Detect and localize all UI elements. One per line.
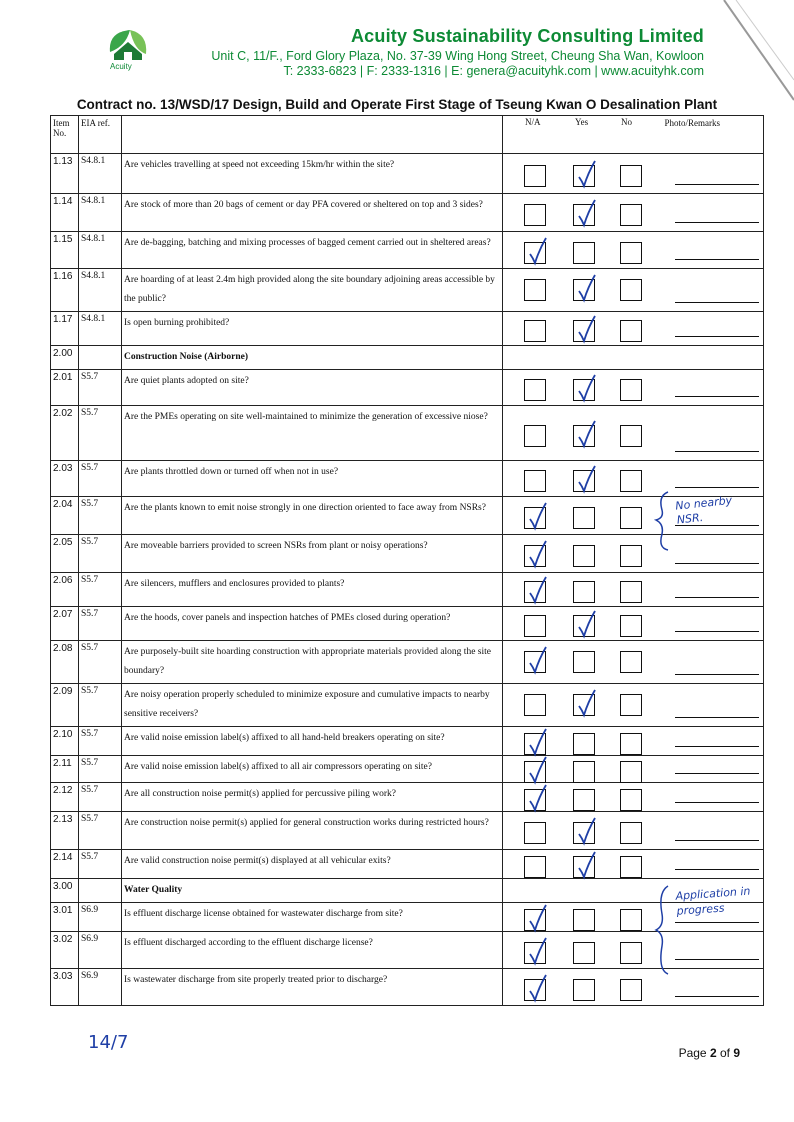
answer-boxes xyxy=(503,232,663,269)
page-fold-corner xyxy=(704,0,794,110)
checkbox-na[interactable] xyxy=(524,789,546,811)
item-number: 2.02 xyxy=(51,406,79,461)
question-text: Are noisy operation properly scheduled to minimize exposure and cumulative impacts to nearby sensitive receivers? xyxy=(122,684,503,727)
eia-ref: S6.9 xyxy=(79,932,122,969)
item-number: 1.16 xyxy=(51,269,79,312)
logo-text: Acuity xyxy=(110,62,132,71)
remark-line[interactable] xyxy=(675,451,760,452)
check-mark-icon xyxy=(577,688,597,718)
checkbox-yes[interactable] xyxy=(573,470,595,492)
check-mark-icon xyxy=(577,273,597,303)
handwritten-brace-water xyxy=(654,884,674,976)
header-answers xyxy=(503,116,663,154)
checkbox-no[interactable] xyxy=(620,942,642,964)
check-mark-icon xyxy=(577,373,597,403)
checkbox-yes[interactable] xyxy=(573,581,595,603)
checkbox-na[interactable] xyxy=(524,507,546,529)
eia-ref: S5.7 xyxy=(79,607,122,641)
table-row xyxy=(51,346,764,370)
header-item: Item No. xyxy=(51,116,79,154)
checkbox-na[interactable] xyxy=(524,822,546,844)
answer-boxes xyxy=(503,461,663,497)
table-row xyxy=(51,812,764,850)
remark-line[interactable] xyxy=(675,631,760,632)
checkbox-na[interactable] xyxy=(524,856,546,878)
company-address: Unit C, 11/F., Ford Glory Plaza, No. 37-39 Wing Hong Street, Cheung Sha Wan, Kowloon xyxy=(211,49,704,63)
table-row xyxy=(51,727,764,756)
checkbox-yes[interactable] xyxy=(573,425,595,447)
table-row xyxy=(51,850,764,879)
checkbox-no[interactable] xyxy=(620,694,642,716)
item-number: 2.07 xyxy=(51,607,79,641)
question-text: Are construction noise permit(s) applied for general construction works during restricted hours? xyxy=(122,812,503,850)
table-row xyxy=(51,641,764,684)
remark-cell xyxy=(663,641,764,684)
checkbox-na[interactable] xyxy=(524,979,546,1001)
question-text: Are valid construction noise permit(s) displayed at all vehicular exits? xyxy=(122,850,503,879)
checkbox-no[interactable] xyxy=(620,761,642,783)
table-row xyxy=(51,154,764,194)
remark-line[interactable] xyxy=(675,563,760,564)
question-text: Are purposely-built site hoarding construction with appropriate materials provided along the site boundary? xyxy=(122,641,503,684)
checkbox-no[interactable] xyxy=(620,320,642,342)
answer-boxes xyxy=(503,932,663,969)
remark-line[interactable] xyxy=(675,959,760,960)
remark-cell xyxy=(663,154,764,194)
check-mark-icon xyxy=(577,419,597,449)
check-mark-icon xyxy=(528,727,548,757)
remark-cell xyxy=(663,783,764,812)
checkbox-yes[interactable] xyxy=(573,279,595,301)
eia-ref: S6.9 xyxy=(79,969,122,1006)
remark-cell xyxy=(663,969,764,1006)
handwritten-remark-water: Application in progress xyxy=(675,884,751,918)
answer-boxes xyxy=(503,684,663,727)
checkbox-na[interactable] xyxy=(524,470,546,492)
item-number: 2.12 xyxy=(51,783,79,812)
checkbox-yes[interactable] xyxy=(573,856,595,878)
remark-line[interactable] xyxy=(675,184,760,185)
checkbox-no[interactable] xyxy=(620,733,642,755)
checkbox-na[interactable] xyxy=(524,242,546,264)
answer-boxes xyxy=(503,903,663,932)
remark-cell xyxy=(663,232,764,269)
company-contact: T: 2333-6823 | F: 2333-1316 | E: genera@acuityhk.com | www.acuityhk.com xyxy=(283,64,704,78)
header-yes: Yes xyxy=(575,117,589,127)
table-row xyxy=(51,783,764,812)
eia-ref: S5.7 xyxy=(79,573,122,607)
checkbox-yes[interactable] xyxy=(573,545,595,567)
check-mark-icon xyxy=(528,973,548,1003)
question-text: Are plants throttled down or turned off when not in use? xyxy=(122,461,503,497)
question-text: Are stock of more than 20 bags of cement or day PFA covered or sheltered on top and 3 sides? xyxy=(122,194,503,232)
checkbox-na[interactable] xyxy=(524,942,546,964)
answer-boxes xyxy=(503,879,663,903)
checkbox-na[interactable] xyxy=(524,581,546,603)
remark-line[interactable] xyxy=(675,773,760,774)
eia-ref: S5.7 xyxy=(79,783,122,812)
question-text: Are vehicles travelling at speed not exceeding 15km/hr within the site? xyxy=(122,154,503,194)
item-number: 3.03 xyxy=(51,969,79,1006)
check-mark-icon xyxy=(528,755,548,785)
question-text: Are hoarding of at least 2.4m high provided along the site boundary adjoining areas accessible by the public? xyxy=(122,269,503,312)
remark-cell xyxy=(663,727,764,756)
remark-line[interactable] xyxy=(675,487,760,488)
checkbox-na[interactable] xyxy=(524,651,546,673)
checkbox-na[interactable] xyxy=(524,909,546,931)
answer-boxes xyxy=(503,969,663,1006)
item-number: 3.00 xyxy=(51,879,79,903)
check-mark-icon xyxy=(577,159,597,189)
handwritten-brace-noise xyxy=(654,490,674,552)
answer-boxes xyxy=(503,154,663,194)
question-text: Are the PMEs operating on site well-maintained to minimize the generation of excessive niose? xyxy=(122,406,503,461)
remark-line[interactable] xyxy=(675,222,760,223)
eia-ref: S4.8.1 xyxy=(79,269,122,312)
leaf-house-icon xyxy=(96,24,160,84)
section-heading: Construction Noise (Airborne) xyxy=(122,346,503,370)
remark-cell xyxy=(663,573,764,607)
check-mark-icon xyxy=(528,236,548,266)
eia-ref: S5.7 xyxy=(79,497,122,535)
checklist-table xyxy=(50,115,764,1006)
item-number: 2.11 xyxy=(51,756,79,783)
checkbox-no[interactable] xyxy=(620,379,642,401)
remark-line[interactable] xyxy=(675,396,760,397)
eia-ref: S5.7 xyxy=(79,850,122,879)
answer-boxes xyxy=(503,756,663,783)
header-row xyxy=(51,116,764,154)
remark-line[interactable] xyxy=(675,746,760,747)
check-mark-icon xyxy=(577,850,597,880)
checkbox-na[interactable] xyxy=(524,320,546,342)
eia-ref: S5.7 xyxy=(79,461,122,497)
table-row xyxy=(51,607,764,641)
checkbox-na[interactable] xyxy=(524,425,546,447)
checkbox-no[interactable] xyxy=(620,204,642,226)
remark-cell xyxy=(663,607,764,641)
item-number: 1.15 xyxy=(51,232,79,269)
checkbox-no[interactable] xyxy=(620,651,642,673)
remark-cell xyxy=(663,812,764,850)
eia-ref: S5.7 xyxy=(79,756,122,783)
check-mark-icon xyxy=(577,609,597,639)
answer-boxes xyxy=(503,850,663,879)
table-row xyxy=(51,573,764,607)
question-text: Is wastewater discharge from site properly treated prior to discharge? xyxy=(122,969,503,1006)
item-number: 2.03 xyxy=(51,461,79,497)
remark-cell xyxy=(663,461,764,497)
check-mark-icon xyxy=(577,198,597,228)
eia-ref xyxy=(79,879,122,903)
checkbox-no[interactable] xyxy=(620,909,642,931)
remark-cell xyxy=(663,932,764,969)
header-eia: EIA ref. xyxy=(79,116,122,154)
checkbox-na[interactable] xyxy=(524,761,546,783)
check-mark-icon xyxy=(528,575,548,605)
item-number: 2.04 xyxy=(51,497,79,535)
handwritten-remark-noise: No nearby NSR. xyxy=(674,493,733,527)
answer-boxes xyxy=(503,497,663,535)
eia-ref: S4.8.1 xyxy=(79,312,122,346)
item-number: 2.06 xyxy=(51,573,79,607)
header-remarks: Photo/Remarks xyxy=(663,116,764,154)
checkbox-yes[interactable] xyxy=(573,204,595,226)
item-number: 3.01 xyxy=(51,903,79,932)
question-text: Is open burning prohibited? xyxy=(122,312,503,346)
check-mark-icon xyxy=(528,783,548,813)
header-no: No xyxy=(621,117,632,127)
checkbox-na[interactable] xyxy=(524,204,546,226)
answer-boxes xyxy=(503,573,663,607)
answer-boxes xyxy=(503,406,663,461)
checkbox-no[interactable] xyxy=(620,615,642,637)
checkbox-yes[interactable] xyxy=(573,165,595,187)
remark-cell xyxy=(663,406,764,461)
remark-line[interactable] xyxy=(675,674,760,675)
eia-ref: S5.7 xyxy=(79,684,122,727)
remark-line[interactable] xyxy=(675,802,760,803)
checkbox-na[interactable] xyxy=(524,279,546,301)
checkbox-yes[interactable] xyxy=(573,242,595,264)
item-number: 2.00 xyxy=(51,346,79,370)
item-number: 2.05 xyxy=(51,535,79,573)
eia-ref: S5.7 xyxy=(79,727,122,756)
item-number: 2.08 xyxy=(51,641,79,684)
question-text: Is effluent discharge license obtained for wastewater discharge from site? xyxy=(122,903,503,932)
check-mark-icon xyxy=(577,816,597,846)
item-number: 2.09 xyxy=(51,684,79,727)
checkbox-na[interactable] xyxy=(524,379,546,401)
remark-cell xyxy=(663,684,764,727)
check-mark-icon xyxy=(528,539,548,569)
eia-ref: S5.7 xyxy=(79,406,122,461)
question-text: Are de-bagging, batching and mixing processes of bagged cement carried out in sheltered areas? xyxy=(122,232,503,269)
eia-ref: S4.8.1 xyxy=(79,154,122,194)
question-text: Are valid noise emission label(s) affixed to all hand-held breakers operating on site? xyxy=(122,727,503,756)
checkbox-yes[interactable] xyxy=(573,909,595,931)
checkbox-yes[interactable] xyxy=(573,942,595,964)
table-row xyxy=(51,232,764,269)
remark-cell xyxy=(663,370,764,406)
eia-ref: S4.8.1 xyxy=(79,232,122,269)
checkbox-yes[interactable] xyxy=(573,615,595,637)
question-text: Are moveable barriers provided to screen NSRs from plant or noisy operations? xyxy=(122,535,503,573)
check-mark-icon xyxy=(577,314,597,344)
remark-cell xyxy=(663,535,764,573)
check-mark-icon xyxy=(528,903,548,933)
answer-boxes xyxy=(503,812,663,850)
checkbox-na[interactable] xyxy=(524,694,546,716)
check-mark-icon xyxy=(528,936,548,966)
item-number: 2.13 xyxy=(51,812,79,850)
checkbox-no[interactable] xyxy=(620,789,642,811)
table-row xyxy=(51,370,764,406)
answer-boxes xyxy=(503,535,663,573)
item-number: 2.10 xyxy=(51,727,79,756)
eia-ref: S5.7 xyxy=(79,535,122,573)
eia-ref: S5.7 xyxy=(79,370,122,406)
handwritten-page-note: 14/7 xyxy=(88,1032,129,1053)
remark-line[interactable] xyxy=(675,869,760,870)
remark-line[interactable] xyxy=(675,597,760,598)
answer-boxes xyxy=(503,607,663,641)
checkbox-no[interactable] xyxy=(620,507,642,529)
company-logo xyxy=(96,24,160,84)
item-number: 1.14 xyxy=(51,194,79,232)
answer-boxes xyxy=(503,783,663,812)
item-number: 1.13 xyxy=(51,154,79,194)
remark-line[interactable] xyxy=(675,996,760,997)
checkbox-na[interactable] xyxy=(524,615,546,637)
checkbox-no[interactable] xyxy=(620,581,642,603)
page-number: Page 2 of 9 xyxy=(678,1046,740,1060)
checkbox-na[interactable] xyxy=(524,165,546,187)
question-text: Are the plants known to emit noise strongly in one direction oriented to face away from NSRs? xyxy=(122,497,503,535)
checkbox-yes[interactable] xyxy=(573,379,595,401)
remark-cell xyxy=(663,756,764,783)
remark-cell xyxy=(663,269,764,312)
checkbox-no[interactable] xyxy=(620,856,642,878)
item-number: 2.01 xyxy=(51,370,79,406)
header-na: N/A xyxy=(525,117,541,127)
remark-cell xyxy=(663,346,764,370)
item-number: 3.02 xyxy=(51,932,79,969)
question-text: Are silencers, mufflers and enclosures provided to plants? xyxy=(122,573,503,607)
checkbox-no[interactable] xyxy=(620,470,642,492)
table-row xyxy=(51,312,764,346)
company-name: Acuity Sustainability Consulting Limited xyxy=(350,26,704,46)
table-row xyxy=(51,269,764,312)
check-mark-icon xyxy=(528,645,548,675)
eia-ref xyxy=(79,346,122,370)
remark-line[interactable] xyxy=(675,259,760,260)
answer-boxes xyxy=(503,727,663,756)
eia-ref: S5.7 xyxy=(79,812,122,850)
remark-cell xyxy=(663,312,764,346)
answer-boxes xyxy=(503,641,663,684)
checkbox-yes[interactable] xyxy=(573,320,595,342)
table-row xyxy=(51,684,764,727)
checkbox-no[interactable] xyxy=(620,242,642,264)
answer-boxes xyxy=(503,312,663,346)
check-mark-icon xyxy=(528,501,548,531)
checkbox-no[interactable] xyxy=(620,979,642,1001)
remark-line[interactable] xyxy=(675,717,760,718)
question-text: Are quiet plants adopted on site? xyxy=(122,370,503,406)
checkbox-yes[interactable] xyxy=(573,789,595,811)
checkbox-yes[interactable] xyxy=(573,979,595,1001)
checkbox-yes[interactable] xyxy=(573,761,595,783)
checkbox-yes[interactable] xyxy=(573,733,595,755)
checkbox-no[interactable] xyxy=(620,822,642,844)
remark-cell xyxy=(663,194,764,232)
answer-boxes xyxy=(503,346,663,370)
remark-cell xyxy=(663,850,764,879)
check-mark-icon xyxy=(577,464,597,494)
checkbox-no[interactable] xyxy=(620,165,642,187)
remark-line[interactable] xyxy=(675,922,760,923)
table-row xyxy=(51,406,764,461)
checkbox-no[interactable] xyxy=(620,545,642,567)
checkbox-na[interactable] xyxy=(524,733,546,755)
table-row xyxy=(51,756,764,783)
question-text: Are all construction noise permit(s) applied for percussive piling work? xyxy=(122,783,503,812)
remark-line[interactable] xyxy=(675,302,760,303)
item-number: 2.14 xyxy=(51,850,79,879)
checkbox-yes[interactable] xyxy=(573,822,595,844)
remark-line[interactable] xyxy=(675,336,760,337)
remark-line[interactable] xyxy=(675,840,760,841)
eia-ref: S4.8.1 xyxy=(79,194,122,232)
answer-boxes xyxy=(503,269,663,312)
checkbox-no[interactable] xyxy=(620,425,642,447)
answer-boxes xyxy=(503,194,663,232)
question-text: Is effluent discharged according to the effluent discharge license? xyxy=(122,932,503,969)
section-heading: Water Quality xyxy=(122,879,503,903)
letterhead xyxy=(211,26,704,78)
table-row xyxy=(51,194,764,232)
checkbox-yes[interactable] xyxy=(573,651,595,673)
eia-ref: S5.7 xyxy=(79,641,122,684)
answer-boxes xyxy=(503,370,663,406)
contract-title: Contract no. 13/WSD/17 Design, Build and Operate First Stage of Tseung Kwan O Desalination Plant xyxy=(76,97,718,112)
checkbox-no[interactable] xyxy=(620,279,642,301)
eia-ref: S6.9 xyxy=(79,903,122,932)
item-number: 1.17 xyxy=(51,312,79,346)
checkbox-na[interactable] xyxy=(524,545,546,567)
question-text: Are the hoods, cover panels and inspection hatches of PMEs closed during operation? xyxy=(122,607,503,641)
question-text: Are valid noise emission label(s) affixed to all air compressors operating on site? xyxy=(122,756,503,783)
checkbox-yes[interactable] xyxy=(573,507,595,529)
header-question xyxy=(122,116,503,154)
checkbox-yes[interactable] xyxy=(573,694,595,716)
